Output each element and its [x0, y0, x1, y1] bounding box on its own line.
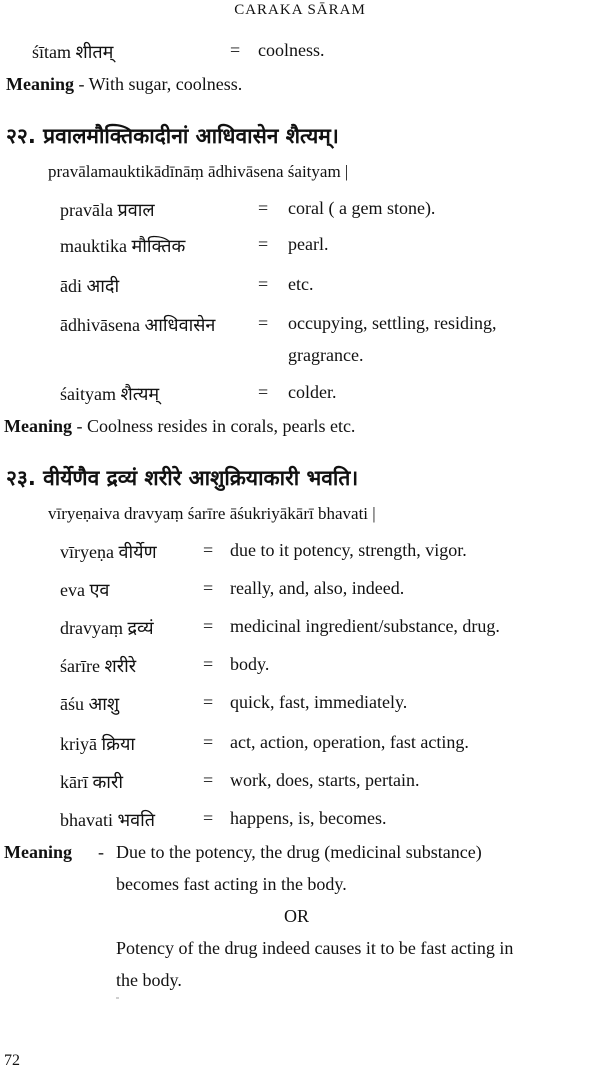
word-equals: = — [203, 692, 214, 712]
word-definition: coolness. — [258, 40, 325, 60]
meaning-text: the body. — [116, 970, 182, 990]
meaning-text: Due to the potency, the drug (medicinal substance) — [116, 842, 482, 862]
word-term: mauktika मौक्तिक — [60, 236, 186, 256]
word-definition: etc. — [288, 274, 314, 294]
word-equals: = — [258, 382, 269, 402]
meaning-dash: - — [98, 842, 104, 862]
word-term: śarīre शरीरे — [60, 656, 137, 676]
meaning-label: Meaning — [4, 416, 73, 436]
transliteration-22: pravālamauktikādīnāṃ ādhivāsena śaityam | — [48, 162, 349, 181]
transliteration-23: vīryeṇaiva dravyaṃ śarīre āśukriyākārī bhavati | — [48, 504, 376, 523]
word-term: śaityam शैत्यम् — [60, 384, 160, 404]
word-equals: = — [258, 274, 269, 294]
meaning-text: - With sugar, coolness. — [78, 74, 243, 94]
word-term: vīryeṇa वीर्येण — [60, 542, 157, 562]
word-equals: = — [258, 313, 269, 333]
word-equals: = — [258, 234, 269, 254]
verse-23: २३. वीर्येणैव द्रव्यं शरीरे आशुक्रियाकारी भवति। — [6, 466, 359, 490]
word-equals: = — [203, 732, 214, 752]
word-term: ādhivāsena आधिवासेन — [60, 315, 216, 335]
word-term: dravyaṃ द्रव्यं — [60, 618, 154, 638]
word-term: kārī कारी — [60, 772, 123, 792]
word-equals: = — [203, 770, 214, 790]
word-definition: happens, is, becomes. — [230, 808, 387, 828]
word-definition: body. — [230, 654, 270, 674]
running-header: CARAKA SĀRAM — [234, 2, 366, 18]
word-definition-continued: gragrance. — [288, 345, 364, 365]
meaning-text: becomes fast acting in the body. — [116, 874, 347, 894]
word-term: eva एव — [60, 580, 110, 600]
word-equals: = — [230, 40, 241, 60]
word-term: pravāla प्रवाल — [60, 200, 155, 220]
meaning-label: Meaning — [6, 74, 75, 94]
word-definition: due to it potency, strength, vigor. — [230, 540, 467, 560]
word-definition: coral ( a gem stone). — [288, 198, 436, 218]
scan-mark — [116, 997, 119, 999]
meaning-text: Potency of the drug indeed causes it to be fast acting in — [116, 938, 514, 958]
word-equals: = — [203, 578, 214, 598]
word-definition: quick, fast, immediately. — [230, 692, 408, 712]
word-term: āśu आशु — [60, 694, 120, 714]
word-equals: = — [203, 808, 214, 828]
word-term: bhavati भवति — [60, 810, 156, 830]
page-number: 72 — [4, 1052, 20, 1069]
word-definition: act, action, operation, fast acting. — [230, 732, 469, 752]
word-equals: = — [203, 616, 214, 636]
word-equals: = — [203, 654, 214, 674]
word-definition: pearl. — [288, 234, 329, 254]
word-term: śītam शीतम् — [32, 42, 114, 62]
meaning-line — [6, 74, 242, 95]
meaning-text: - Coolness resides in corals, pearls etc. — [76, 416, 356, 436]
or-separator: OR — [284, 906, 310, 926]
meaning-label: Meaning — [4, 842, 73, 862]
verse-22: २२. प्रवालमौक्तिकादीनां आधिवासेन शैत्यम्। — [6, 124, 339, 148]
word-definition: medicinal ingredient/substance, drug. — [230, 616, 500, 636]
word-definition: occupying, settling, residing, — [288, 313, 497, 333]
word-term: ādi आदी — [60, 276, 120, 296]
word-definition: really, and, also, indeed. — [230, 578, 405, 598]
meaning-line — [4, 416, 355, 437]
word-equals: = — [258, 198, 269, 218]
word-definition: colder. — [288, 382, 337, 402]
word-equals: = — [203, 540, 214, 560]
word-definition: work, does, starts, pertain. — [230, 770, 420, 790]
word-term: kriyā क्रिया — [60, 734, 136, 754]
